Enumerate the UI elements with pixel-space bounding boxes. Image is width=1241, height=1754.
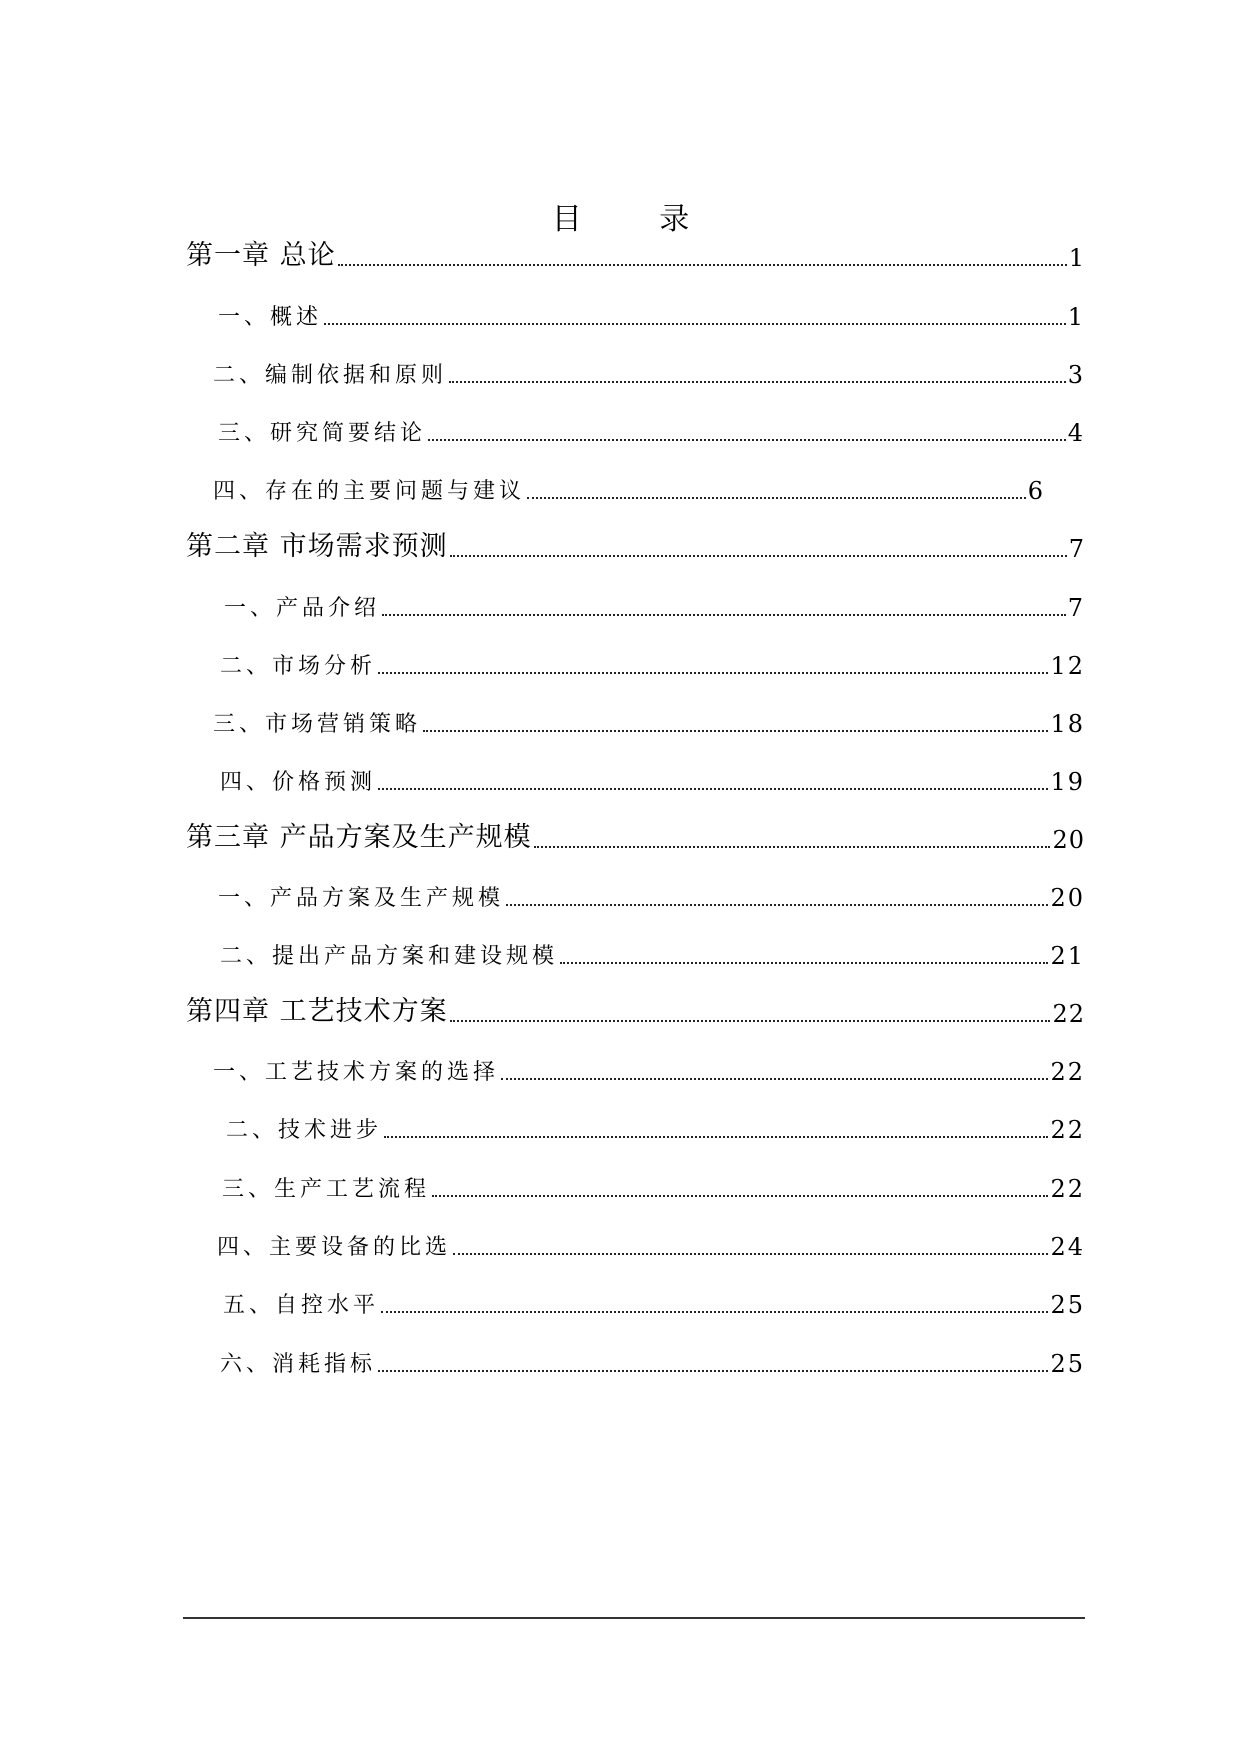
- dot-leader: [453, 1243, 1048, 1255]
- toc-page-number: 12: [1050, 652, 1085, 680]
- toc-section-entry[interactable]: [220, 1338, 1085, 1378]
- toc-page-number: 21: [1050, 942, 1085, 970]
- dot-leader: [378, 1360, 1048, 1372]
- toc-section-entry[interactable]: [213, 698, 1085, 738]
- toc-entry-label: 二、提出产品方案和建设规模: [220, 944, 559, 969]
- toc-page-number: 20: [1052, 826, 1085, 854]
- toc-entry-label: 二、编制依据和原则: [213, 363, 448, 388]
- toc-entry-label: 三、市场营销策略: [213, 712, 422, 737]
- dot-leader: [378, 778, 1048, 790]
- toc-entry-label: 五、自控水平: [223, 1293, 380, 1318]
- toc-section-entry[interactable]: [220, 930, 1085, 970]
- dot-leader: [527, 487, 1026, 499]
- toc-entry-label: 第一章 总论: [186, 240, 336, 271]
- dot-leader: [506, 894, 1048, 906]
- footer-rule: [183, 1617, 1085, 1619]
- toc-section-entry[interactable]: [213, 349, 1085, 389]
- toc-section-entry[interactable]: [218, 872, 1085, 912]
- toc-chapter-entry[interactable]: [186, 814, 1085, 854]
- toc-page-number: 7: [1067, 594, 1085, 622]
- toc-chapter-entry[interactable]: [186, 232, 1085, 272]
- dot-leader: [560, 952, 1048, 964]
- toc-entry-label: 六、消耗指标: [220, 1352, 377, 1377]
- toc-section-entry[interactable]: [223, 1279, 1085, 1319]
- toc-section-entry[interactable]: [213, 1046, 1085, 1086]
- toc-entry-label: 三、生产工艺流程: [222, 1177, 431, 1202]
- toc-section-entry[interactable]: [220, 640, 1085, 680]
- toc-entry-label: 第四章 工艺技术方案: [186, 996, 448, 1027]
- dot-leader: [423, 720, 1048, 732]
- dot-leader: [534, 836, 1051, 848]
- toc-entry-label: 二、技术进步: [226, 1118, 383, 1143]
- toc-page-number: 3: [1067, 361, 1085, 389]
- toc-section-entry[interactable]: [224, 582, 1085, 622]
- toc-title: 目 录: [551, 202, 724, 237]
- dot-leader: [338, 254, 1067, 266]
- toc-page-number: 25: [1050, 1350, 1085, 1378]
- toc-entry-label: 一、产品介绍: [224, 596, 381, 621]
- toc-page-number: 24: [1050, 1233, 1085, 1261]
- toc-entry-label: 一、产品方案及生产规模: [218, 886, 505, 911]
- dot-leader: [428, 429, 1066, 441]
- toc-section-entry[interactable]: [222, 1163, 1085, 1203]
- dot-leader: [384, 1126, 1048, 1138]
- dot-leader: [450, 545, 1067, 557]
- toc-page-number: 1: [1067, 303, 1085, 331]
- dot-leader: [450, 1010, 1051, 1022]
- toc-page-number: 22: [1050, 1058, 1085, 1086]
- toc-entry-label: 一、工艺技术方案的选择: [213, 1060, 500, 1085]
- toc-section-entry[interactable]: [213, 465, 1045, 505]
- toc-page-number: 22: [1052, 1000, 1085, 1028]
- toc-page-number: 7: [1068, 535, 1085, 563]
- toc-section-entry[interactable]: [226, 1104, 1085, 1144]
- toc-section-entry[interactable]: [220, 756, 1085, 796]
- toc-chapter-entry[interactable]: [186, 988, 1085, 1028]
- toc-entry-label: 四、存在的主要问题与建议: [213, 479, 526, 504]
- dot-leader: [378, 662, 1048, 674]
- dot-leader: [381, 1301, 1048, 1313]
- toc-entry-label: 一、概述: [218, 305, 323, 330]
- toc-entry-label: 第三章 产品方案及生产规模: [186, 822, 532, 853]
- toc-page-number: 25: [1050, 1291, 1085, 1319]
- dot-leader: [449, 371, 1066, 383]
- toc-page-number: 18: [1050, 710, 1085, 738]
- toc-entry-label: 二、市场分析: [220, 654, 377, 679]
- toc-page-number: 1: [1068, 244, 1085, 272]
- toc-page-number: 4: [1067, 419, 1085, 447]
- dot-leader: [432, 1185, 1048, 1197]
- toc-page-number: 19: [1050, 768, 1085, 796]
- toc-section-entry[interactable]: [218, 291, 1085, 331]
- toc-entry-label: 第二章 市场需求预测: [186, 531, 448, 562]
- toc-section-entry[interactable]: [218, 407, 1085, 447]
- dot-leader: [501, 1068, 1048, 1080]
- toc-entry-label: 四、价格预测: [220, 770, 377, 795]
- toc-page-number: 22: [1050, 1116, 1085, 1144]
- toc-page-number: 6: [1027, 477, 1045, 505]
- toc-section-entry[interactable]: [217, 1221, 1085, 1261]
- toc-page-number: 20: [1050, 884, 1085, 912]
- dot-leader: [324, 313, 1066, 325]
- toc-entry-label: 四、主要设备的比选: [217, 1235, 452, 1260]
- dot-leader: [382, 604, 1066, 616]
- toc-page-number: 22: [1050, 1175, 1085, 1203]
- toc-chapter-entry[interactable]: [186, 523, 1085, 563]
- toc-entry-label: 三、研究简要结论: [218, 421, 427, 446]
